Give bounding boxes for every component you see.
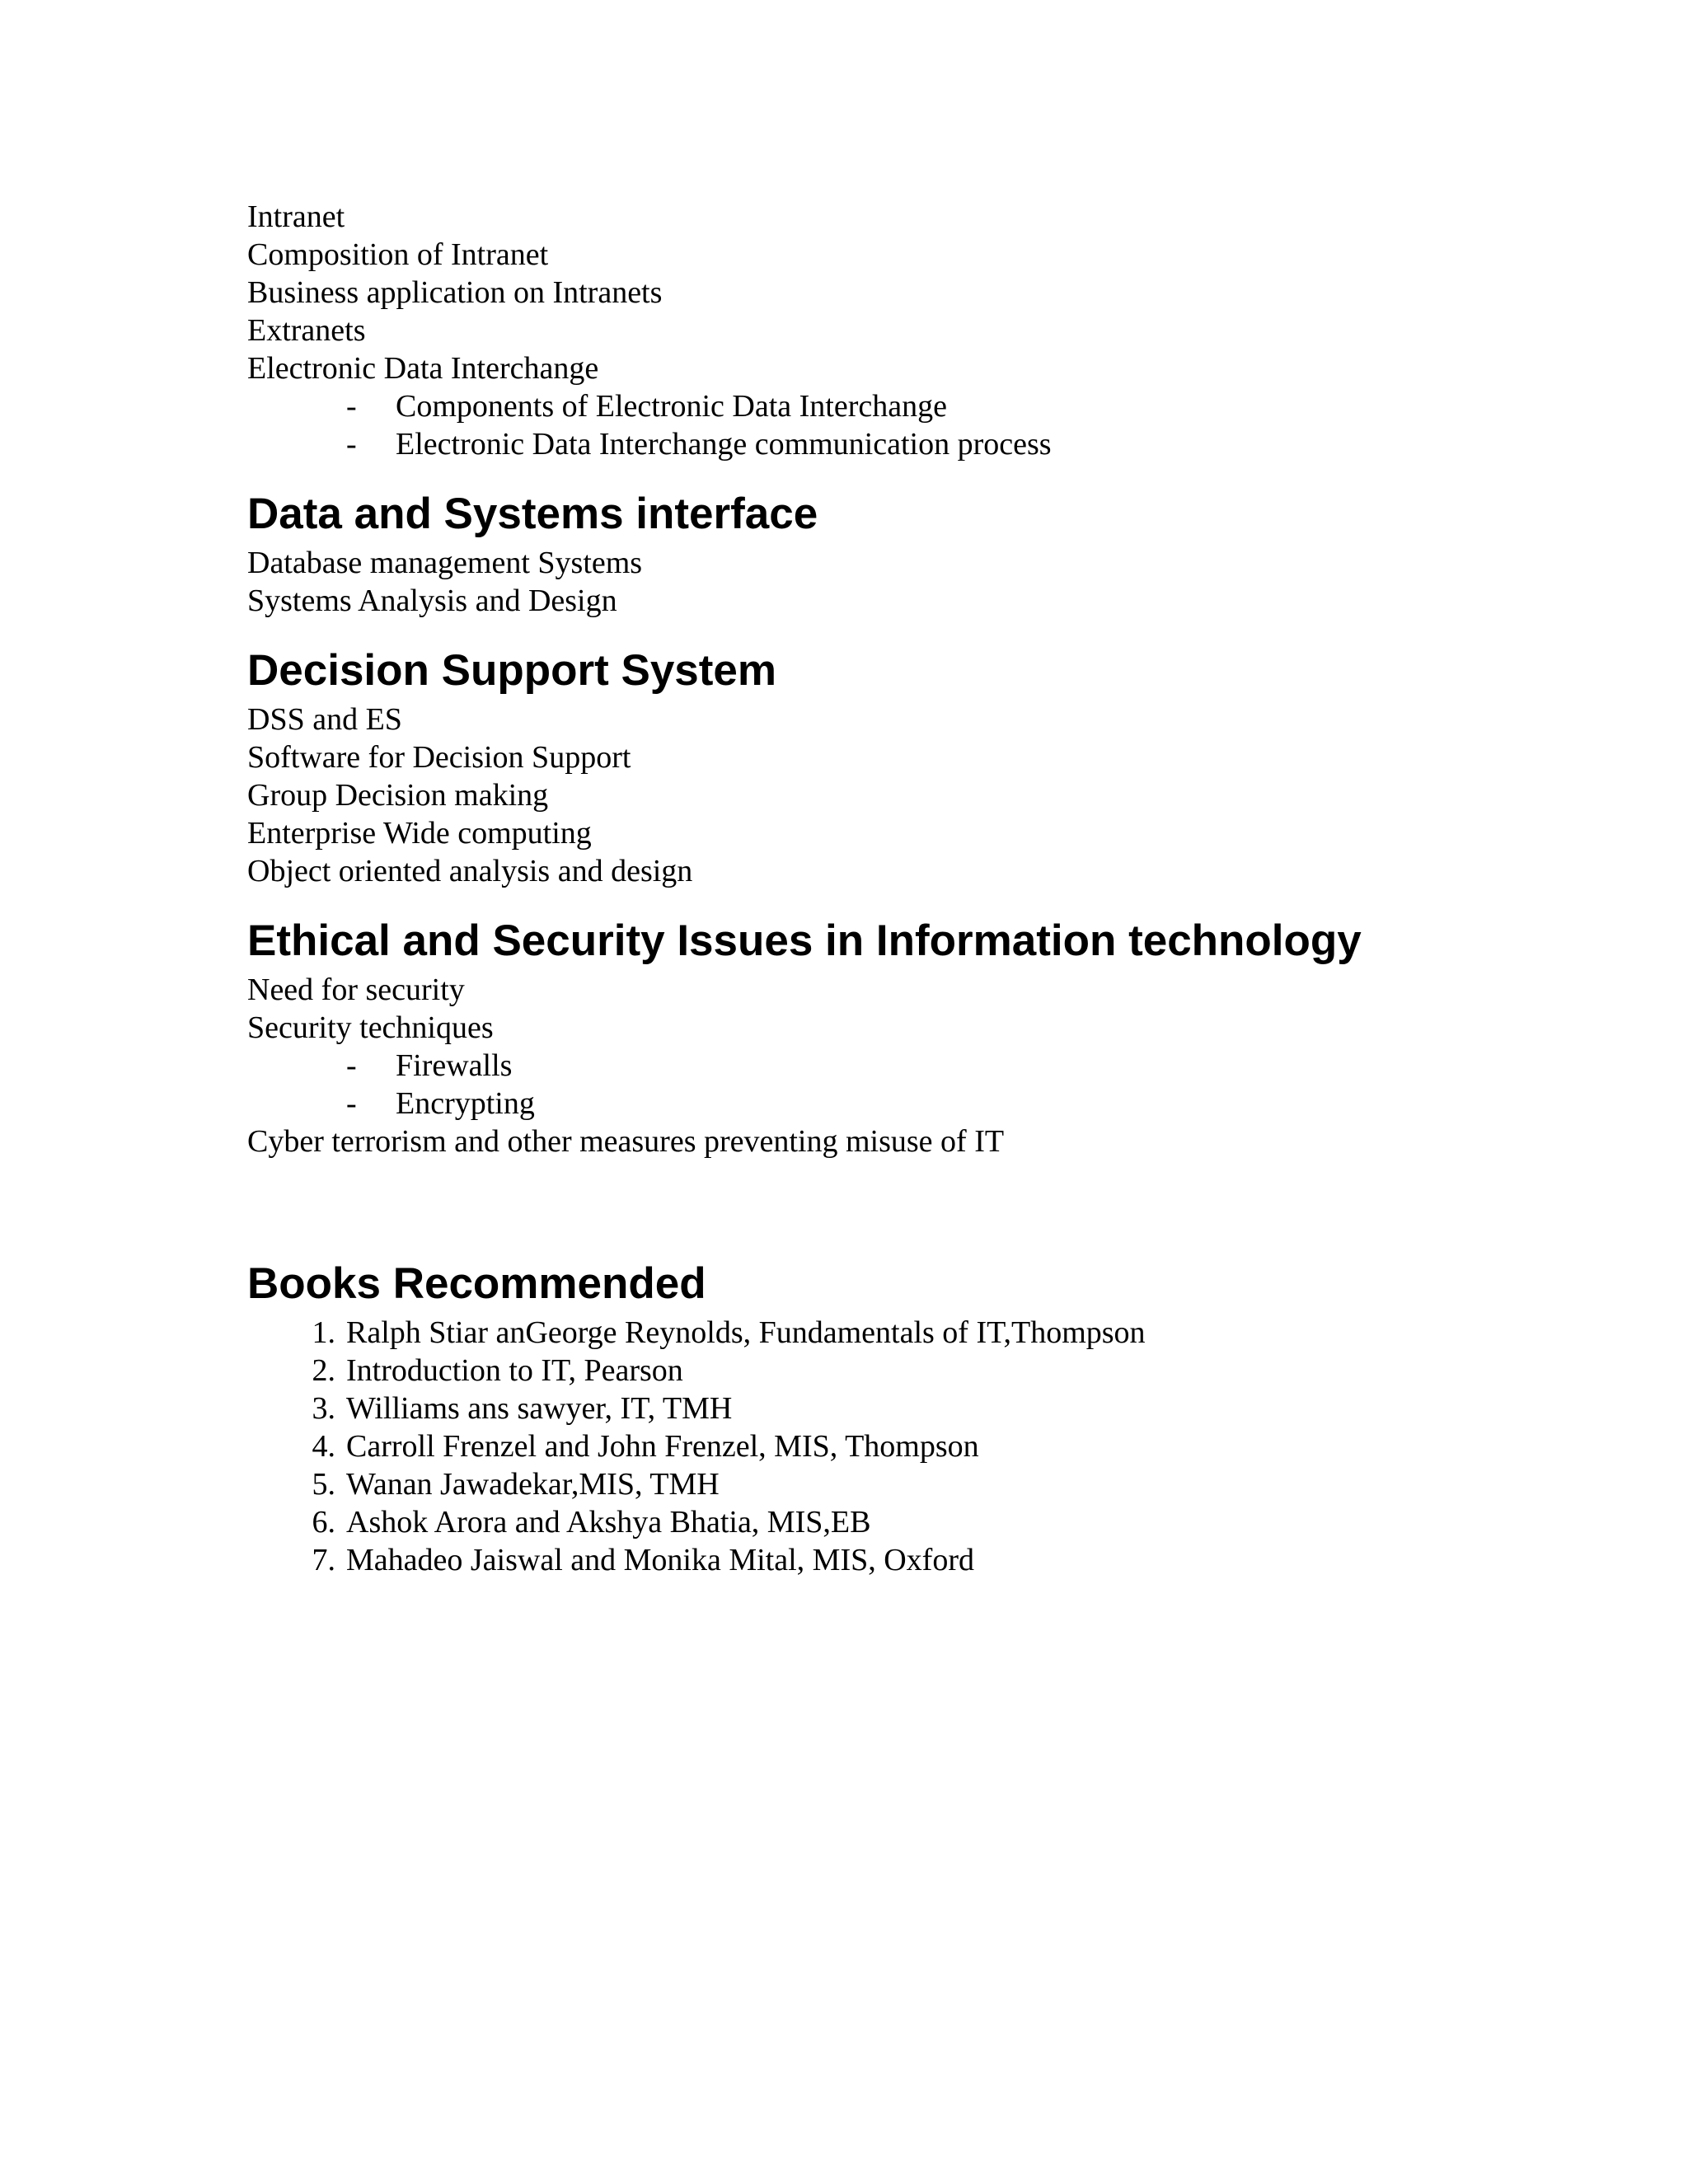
book-item [247, 1314, 1566, 1352]
dash-bullet: - [346, 389, 357, 424]
book-text: Introduction to IT, Pearson [346, 1353, 683, 1388]
subtopic-line [247, 387, 1566, 425]
book-text: Wanan Jawadekar,MIS, TMH [346, 1467, 720, 1502]
book-item [247, 1465, 1566, 1503]
book-number: 5. [312, 1467, 335, 1502]
subtopic-text: Firewalls [396, 1048, 513, 1083]
topic-line: Enterprise Wide computing [247, 816, 592, 851]
section-heading-security: Ethical and Security Issues in Information technology [247, 916, 1362, 965]
topic-line: Systems Analysis and Design [247, 583, 617, 618]
subtopic-line [247, 1085, 1566, 1122]
book-text: Ralph Stiar anGeorge Reynolds, Fundamentals of IT,Thompson [346, 1315, 1146, 1350]
subtopic-line [247, 1047, 1566, 1085]
document-page [247, 198, 1566, 1579]
topic-line: Database management Systems [247, 546, 643, 580]
book-text: Mahadeo Jaiswal and Monika Mital, MIS, Oxford [346, 1543, 974, 1577]
book-number: 6. [312, 1505, 335, 1540]
book-item [247, 1390, 1566, 1427]
book-number: 1. [312, 1315, 335, 1350]
book-item [247, 1427, 1566, 1465]
section-heading-dss: Decision Support System [247, 646, 777, 695]
section-heading-data-systems: Data and Systems interface [247, 490, 818, 538]
books-list [247, 1314, 1566, 1579]
topic-line: Group Decision making [247, 778, 549, 813]
section-heading-books: Books Recommended [247, 1259, 706, 1308]
dash-bullet: - [346, 1048, 357, 1083]
book-number: 7. [312, 1543, 335, 1577]
book-number: 3. [312, 1391, 335, 1426]
topic-line: Extranets [247, 313, 366, 348]
subtopic-text: Electronic Data Interchange communication process [396, 427, 1052, 462]
topic-line: DSS and ES [247, 702, 402, 737]
book-number: 2. [312, 1353, 335, 1388]
topic-line: Intranet [247, 199, 345, 234]
topic-line: Object oriented analysis and design [247, 854, 693, 888]
book-item [247, 1541, 1566, 1579]
book-number: 4. [312, 1429, 335, 1464]
book-item [247, 1503, 1566, 1541]
book-text: Carroll Frenzel and John Frenzel, MIS, Thompson [346, 1429, 979, 1464]
book-item [247, 1352, 1566, 1390]
subtopic-line [247, 425, 1566, 463]
book-text: Ashok Arora and Akshya Bhatia, MIS,EB [346, 1505, 871, 1540]
dash-bullet: - [346, 1086, 357, 1121]
topic-line: Need for security [247, 972, 465, 1007]
topic-line: Business application on Intranets [247, 275, 663, 310]
topic-line: Composition of Intranet [247, 237, 549, 272]
dash-bullet: - [346, 427, 357, 462]
intro-block [247, 198, 1566, 463]
topic-line: Electronic Data Interchange [247, 351, 599, 386]
book-text: Williams ans sawyer, IT, TMH [346, 1391, 733, 1426]
subtopic-text: Encrypting [396, 1086, 535, 1121]
topic-line: Software for Decision Support [247, 740, 631, 775]
topic-line: Security techniques [247, 1010, 494, 1045]
subtopic-text: Components of Electronic Data Interchange [396, 389, 947, 424]
topic-line: Cyber terrorism and other measures preventing misuse of IT [247, 1124, 1005, 1159]
